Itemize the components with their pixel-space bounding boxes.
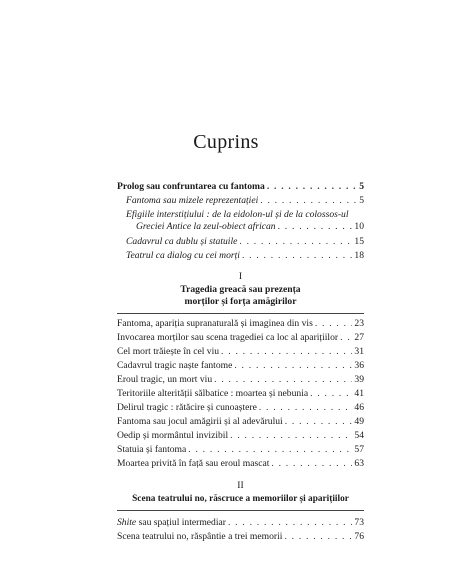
toc-entry-label: Delirul tragic : rătăcire și cunoaștere xyxy=(117,402,257,413)
toc-entry-label: Statuia și fantoma xyxy=(117,444,187,455)
toc-entry-label: Cadavrul tragic naște fantome xyxy=(117,360,233,371)
leader-dots xyxy=(310,388,352,400)
toc-entry-page: 23 xyxy=(354,318,364,329)
toc-entry-page: 39 xyxy=(354,374,364,385)
toc-entry xyxy=(117,402,364,414)
leader-dots xyxy=(228,517,352,529)
toc-entry-page: 27 xyxy=(354,332,364,343)
toc-entry-page: 57 xyxy=(354,444,364,455)
divider-rule xyxy=(117,510,364,511)
toc-entry xyxy=(117,458,364,470)
toc-entry-page: 73 xyxy=(354,517,364,528)
part-title: Scena teatrului no, răscruce a memoriilor și aparițiilor xyxy=(132,494,349,504)
toc-entry xyxy=(126,209,364,233)
toc-entry-page: 10 xyxy=(354,221,364,232)
toc-entry-page: 46 xyxy=(354,402,364,413)
toc-entry-label: Prolog sau confruntarea cu fantoma xyxy=(117,181,265,192)
toc-entry-label-line2: Greciei Antice la zeul-obiect african xyxy=(136,221,276,232)
toc-entry-label xyxy=(117,517,226,529)
leader-dots xyxy=(278,221,353,233)
toc-entry-label: Cel mort trăiește în cel viu xyxy=(117,346,220,357)
leader-dots xyxy=(239,236,352,248)
leader-dots xyxy=(221,346,352,358)
leader-dots xyxy=(271,458,352,470)
toc-entry-label: Invocarea morților sau scena tragediei ca loc al aparițiilor xyxy=(117,332,339,343)
toc-entry xyxy=(126,236,364,248)
toc-entry-label-rest: sau spațiul intermediar xyxy=(136,517,226,528)
toc-entry xyxy=(117,531,364,543)
toc-entry-label: Fantoma, apariția supranaturală și imaginea din vis xyxy=(117,318,313,329)
leader-dots xyxy=(260,195,357,207)
toc-entry-page: 15 xyxy=(354,236,364,247)
toc-entry-label: Fantoma sau jocul amăgirii și al adevărului xyxy=(117,416,283,427)
leader-dots xyxy=(340,332,352,344)
leader-dots xyxy=(234,360,352,372)
toc-entry-label: Teritoriile alterității sălbatice : moartea și nebunia xyxy=(117,388,309,399)
leader-dots xyxy=(259,402,353,414)
divider-rule xyxy=(117,313,364,314)
toc-entry xyxy=(126,250,364,262)
toc-entry xyxy=(117,360,364,372)
part-numeral: I xyxy=(238,271,243,282)
toc-entry-prolog xyxy=(117,181,364,193)
toc-entry-page: 5 xyxy=(359,181,364,192)
toc-entry-page: 36 xyxy=(354,360,364,371)
toc-entry-label: Cadavrul ca dublu și statuile xyxy=(126,236,238,247)
toc-entry xyxy=(117,318,364,330)
leader-dots xyxy=(214,374,352,386)
toc-entry-label-line1: Efigiile interstițiului : de la eidolon-ul și de la colossos-ul xyxy=(126,209,349,220)
leader-dots xyxy=(242,250,352,262)
toc-entry xyxy=(117,346,364,358)
toc-entry xyxy=(126,195,364,207)
toc-entry xyxy=(117,517,364,529)
toc-entry-page: 18 xyxy=(354,250,364,261)
toc-entry-label: Moartea privită în față sau eroul mascat xyxy=(117,458,270,469)
toc-entry-page: 63 xyxy=(354,458,364,469)
part-title-line1: Tragedia greacă sau prezența xyxy=(180,284,301,295)
leader-dots xyxy=(230,430,352,442)
part-numeral: II xyxy=(237,480,244,491)
leader-dots xyxy=(267,181,357,193)
leader-dots xyxy=(315,318,353,330)
toc-entry xyxy=(117,332,364,344)
toc-entry xyxy=(117,374,364,386)
leader-dots xyxy=(284,531,352,543)
toc-entry-label: Eroul tragic, un mort viu xyxy=(117,374,213,385)
toc-entry-label-italic: Shite xyxy=(117,517,137,528)
toc-entry xyxy=(117,388,364,400)
toc-entry-page: 49 xyxy=(354,416,364,427)
toc-entry-label: Fantoma sau mizele reprezentației xyxy=(126,195,259,206)
toc-entry-label: Scena teatrului no, răspântie a trei memorii xyxy=(117,531,283,542)
toc-entry xyxy=(117,444,364,456)
toc-entry xyxy=(117,430,364,442)
page-title: Cuprins xyxy=(193,131,259,153)
toc-entry xyxy=(117,416,364,428)
toc-entry-label: Oedip și mormântul invizibil xyxy=(117,430,229,441)
toc-entry-page: 31 xyxy=(354,346,364,357)
leader-dots xyxy=(285,416,353,428)
leader-dots xyxy=(188,444,352,456)
toc-entry-page: 54 xyxy=(354,430,364,441)
toc-entry-page: 5 xyxy=(359,195,364,206)
toc-entry-page: 41 xyxy=(354,388,364,399)
toc-entry-line2 xyxy=(126,221,364,233)
toc-entry-label: Teatrul ca dialog cu cei morți xyxy=(126,250,240,261)
toc-entry-page: 76 xyxy=(354,531,364,542)
part-title-line2: morților și forța amăgirilor xyxy=(184,296,297,307)
